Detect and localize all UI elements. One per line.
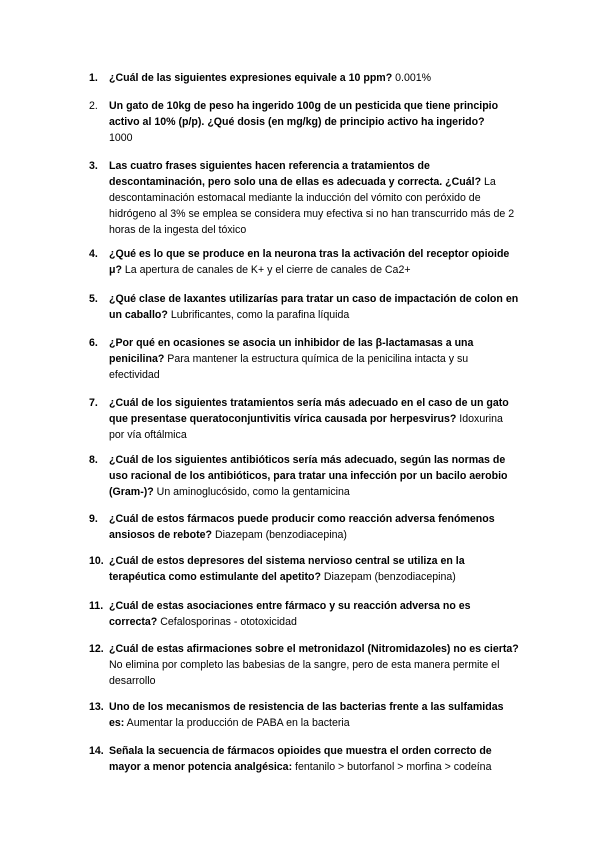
question-number: 12. xyxy=(89,643,104,655)
question-number: 7. xyxy=(89,397,98,409)
question-number: 3. xyxy=(89,160,98,172)
answer-text: Diazepam (benzodiacepina) xyxy=(212,529,347,541)
question-number: 5. xyxy=(89,293,98,305)
question-text: ¿Cuál de las siguientes expresiones equivale a 10 ppm? xyxy=(109,72,393,84)
question-item xyxy=(89,553,519,585)
question-number: 6. xyxy=(89,337,98,349)
question-number: 9. xyxy=(89,513,98,525)
question-item xyxy=(89,395,519,443)
question-text: Uno de los mecanismos de resistencia de las bacterias frente a las sulfamidas es: xyxy=(109,701,504,729)
question-item xyxy=(89,291,519,323)
question-text: ¿Cuál de estos depresores del sistema nervioso central se utiliza en la terapéutica como estimulante del apetito? xyxy=(109,555,465,583)
answer-text: La apertura de canales de K+ y el cierre de canales de Ca2+ xyxy=(121,264,411,276)
answer-text: 1000 xyxy=(109,132,133,144)
question-text: Señala la secuencia de fármacos opioides que muestra el orden correcto de mayor a menor potencia analgésica: xyxy=(109,745,492,773)
question-item xyxy=(89,511,519,543)
question-text: ¿Por qué en ocasiones se asocia un inhibidor de las β-lactamasas a una penicilina? xyxy=(109,337,474,365)
question-item xyxy=(89,70,519,86)
question-number: 13. xyxy=(89,701,104,713)
question-text: Las cuatro frases siguientes hacen referencia a tratamientos de descontaminación, pero solo una de ellas es adecuada y correcta. ¿Cuál? xyxy=(109,160,482,188)
question-text: ¿Cuál de estos fármacos puede producir como reacción adversa fenómenos ansiosos de rebote? xyxy=(109,513,495,541)
question-item xyxy=(89,246,519,278)
question-text: ¿Cuál de estas asociaciones entre fármaco y su reacción adversa no es correcta? xyxy=(109,600,471,628)
question-number: 11. xyxy=(89,600,104,612)
question-text: ¿Cuál de los siguientes antibióticos sería más adecuado, según las normas de uso racional de los antibióticos, para tratar una infección por un bacilo aerobio (Gram-)? xyxy=(109,454,508,498)
answer-text: Un aminoglucósido, como la gentamicina xyxy=(153,486,350,498)
question-item xyxy=(89,699,519,731)
answer-text: Cefalosporinas - ototoxicidad xyxy=(157,616,297,628)
answer-text: Diazepam (benzodiacepina) xyxy=(320,571,456,583)
question-text: ¿Cuál de los siguientes tratamientos sería más adecuado en el caso de un gato que presentase queratoconjuntivitis vírica causada por herpesvirus? xyxy=(109,397,509,425)
question-number: 1. xyxy=(89,72,98,84)
question-item xyxy=(89,452,519,500)
question-item xyxy=(89,98,519,146)
question-item xyxy=(89,335,519,383)
question-text: ¿Cuál de estas afirmaciones sobre el metronidazol (Nitromidazoles) no es cierta? xyxy=(109,643,519,655)
question-number: 10. xyxy=(89,555,104,567)
answer-text: No elimina por completo las babesias de la sangre, pero de esta manera permite el desarrollo xyxy=(109,659,500,687)
question-number: 8. xyxy=(89,454,98,466)
question-item xyxy=(89,158,519,238)
question-number: 2. xyxy=(89,100,98,112)
question-text: ¿Qué es lo que se produce en la neurona tras la activación del receptor opioide μ? xyxy=(109,248,510,276)
answer-text: Idoxurina por vía oftálmica xyxy=(109,413,503,441)
answer-text: fentanilo > butorfanol > morfina > codeína xyxy=(292,761,492,773)
question-number: 4. xyxy=(89,248,98,260)
answer-text: Lubrificantes, como la parafina líquida xyxy=(167,309,350,321)
answer-text: Aumentar la producción de PABA en la bacteria xyxy=(124,717,350,729)
answer-text: 0.001% xyxy=(392,72,432,84)
answer-text: Para mantener la estructura química de la penicilina intacta y su efectividad xyxy=(109,353,469,381)
question-number: 14. xyxy=(89,745,104,757)
question-item xyxy=(89,641,519,689)
question-item xyxy=(89,743,519,775)
answer-text: La descontaminación estomacal mediante la inducción del vómito con peróxido de hidrógeno al 3% se emplea se considera muy efectiva si no han transcurrido más de 2 horas de la ingesta del tóxico xyxy=(109,176,515,236)
question-item xyxy=(89,598,519,630)
question-text: Un gato de 10kg de peso ha ingerido 100g de un pesticida que tiene principio activo al 10% (p/p). ¿Qué dosis (en mg/kg) de principio activo ha ingerido? xyxy=(109,100,499,128)
question-text: ¿Qué clase de laxantes utilizarías para tratar un caso de impactación de colon en un caballo? xyxy=(109,293,519,321)
